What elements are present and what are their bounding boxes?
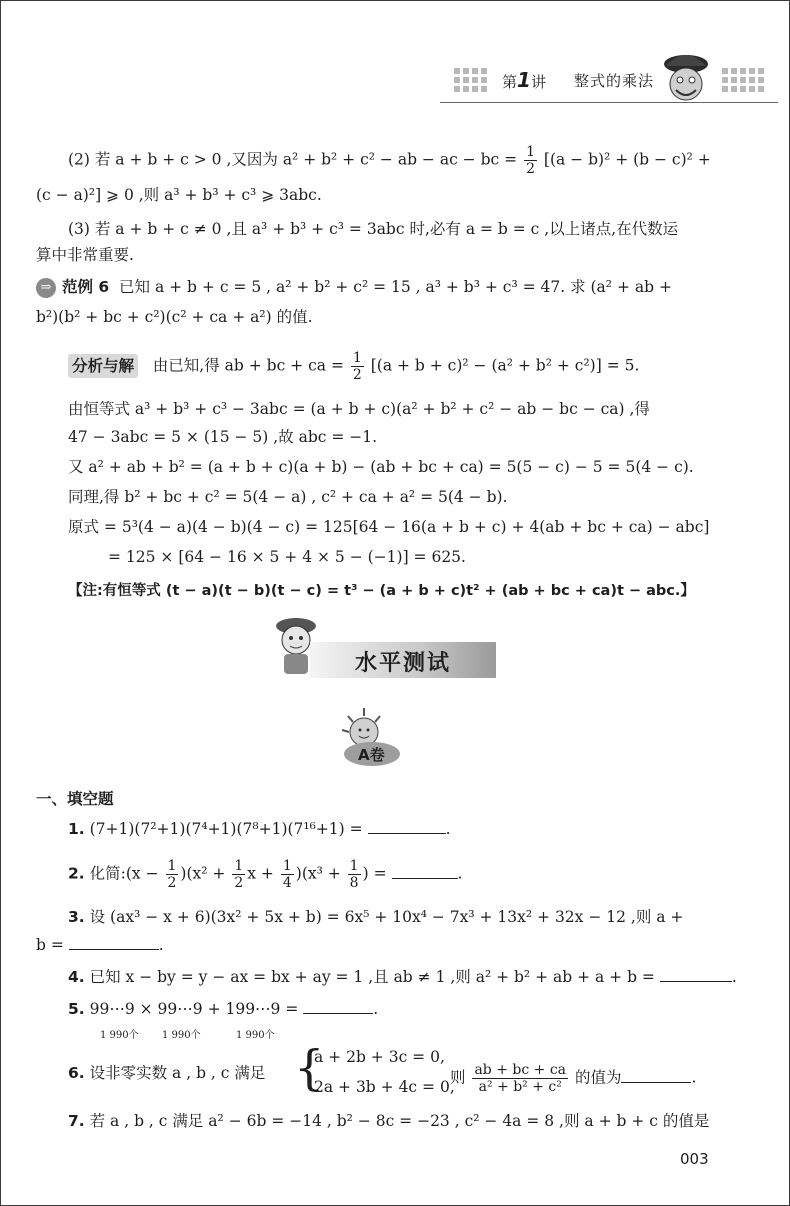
fraction: $\frac{1}{2}$ xyxy=(167,858,177,891)
header-pattern-left xyxy=(454,68,487,92)
lesson-number: 1 xyxy=(517,68,531,92)
page-number: 003 xyxy=(680,1150,709,1168)
header-rule xyxy=(440,102,778,103)
paper-label: A卷 xyxy=(358,746,385,764)
paragraph-2-cont: (c − a)²] ⩾ 0 ,则 a³ + b³ + c³ ⩾ 3abc. xyxy=(36,186,322,204)
question-number: 5. xyxy=(68,1000,85,1018)
fraction: $\frac{1}{8}$ xyxy=(349,858,359,891)
system-equation-2: 2a + 3b + 4c = 0, xyxy=(314,1078,455,1096)
solution-line-4: 又 a² + ab + b² = (a + b + c)(a + b) − (ab + bc + ca) = 5(5 − c) − 5 = 5(4 − c). xyxy=(68,458,694,476)
running-header xyxy=(440,60,780,100)
question-1: 1. (7+1)(7²+1)(7⁴+1)(7⁸+1)(7¹⁶+1) = . xyxy=(68,820,451,838)
answer-blank[interactable] xyxy=(392,864,458,879)
banner-title: 水平测试 xyxy=(354,651,451,676)
cartoon-hat-icon xyxy=(654,50,718,106)
system-brace: { xyxy=(294,1040,325,1096)
example-6-cont: b²)(b² + bc + c²)(c² + ca + a²) 的值. xyxy=(36,308,313,326)
question-5: 5. 99⋯9 × 99⋯9 + 199⋯9 = . xyxy=(68,1000,379,1018)
arrow-circle-icon: ⇒ xyxy=(36,278,56,298)
question-number: 4. xyxy=(68,968,85,986)
fraction: $\frac{1}{2}$ xyxy=(234,858,244,891)
answer-blank[interactable] xyxy=(69,935,159,950)
answer-blank[interactable] xyxy=(621,1068,691,1083)
answer-blank[interactable] xyxy=(303,999,373,1014)
question-number: 2. xyxy=(68,864,85,883)
question-number: 1. xyxy=(68,820,85,838)
question-4: 4. 已知 x − by = y − ax = bx + ay = 1 ,且 ab ≠ 1 ,则 a² + b² + ab + a + b = . xyxy=(68,968,737,986)
fraction-half-2: $\frac{1}{2}$ xyxy=(352,350,362,383)
solution-line-6: 原式 = 5³(4 − a)(4 − b)(4 − c) = 125[64 − 16(a + b + c) + 4(ab + bc + ca) − abc] xyxy=(68,518,710,536)
question-number: 7. xyxy=(68,1112,85,1130)
solution-tag: 分析与解 xyxy=(68,354,138,378)
answer-blank[interactable] xyxy=(660,967,732,982)
section-banner xyxy=(310,642,496,678)
solution-note: 【注:有恒等式 (t − a)(t − b)(t − c) = t³ − (a + b + c)t² + (ab + bc + ca)t − abc.】 xyxy=(68,583,695,599)
chapter-title: 整式的乘法 xyxy=(574,72,655,90)
fraction-half: $\frac{1}{2}$ xyxy=(526,144,535,177)
question-2: 2. 化简:(x − $\frac{1}{2}$ )(x² + $\frac{1}{2}$ x + $\frac{1}{4}$ )(x³ + $\frac{1}{8}$ ) = . xyxy=(68,858,463,891)
question-6-tail: 则 $\frac{ab + bc + ca}{\text{a² + b² + c²}}$ 的值为 . xyxy=(450,1062,697,1095)
question-6: 6. 设非零实数 a , b , c 满足 xyxy=(68,1064,266,1082)
question-number: 3. xyxy=(68,908,85,926)
solution-line-1: 分析与解 由已知,得 ab + bc + ca = $\frac{1}{2}$ [(a + b + c)² − (a² + b² + c²)] = 5. xyxy=(68,350,639,383)
question-7: 7. 若 a , b , c 满足 a² − 6b = −14 , b² − 8c = −23 , c² − 4a = 8 ,则 a + b + c 的值是 xyxy=(68,1112,710,1130)
paragraph-2: (2) 若 a + b + c > 0 ,又因为 a² + b² + c² − ab − ac − bc = $\frac{1}{2}$ [(a − b)² + (b − c)² + xyxy=(68,144,711,177)
solution-line-7: = 125 × [64 − 16 × 5 + 4 × 5 − (−1)] = 625. xyxy=(108,548,466,566)
example-6: ⇒ 范例 6 已知 a + b + c = 5 , a² + b² + c² = 15 , a³ + b³ + c³ = 47. 求 (a² + ab + xyxy=(36,276,672,298)
fraction: $\frac{ab + bc + ca}{\text{a² + b² + c²}}$ xyxy=(474,1062,567,1095)
solution-line-5: 同理,得 b² + bc + c² = 5(4 − a) , c² + ca + a² = 5(4 − b). xyxy=(68,488,508,506)
underbrace-label: 1 990个 xyxy=(162,1030,201,1041)
lesson-label: 第1讲 xyxy=(502,68,546,92)
section-heading: 一、填空题 xyxy=(36,790,114,808)
question-number: 6. xyxy=(68,1064,85,1082)
solution-line-3: 47 − 3abc = 5 × (15 − 5) ,故 abc = −1. xyxy=(68,428,378,446)
answer-blank[interactable] xyxy=(368,819,446,834)
question-3: 3. 设 (ax³ − x + 6)(3x² + 5x + b) = 6x⁵ + 10x⁴ − 7x³ + 13x² + 32x − 12 ,则 a + xyxy=(68,908,684,926)
paragraph-3: (3) 若 a + b + c ≠ 0 ,且 a³ + b³ + c³ = 3abc 时,必有 a = b = c ,以上诸点,在代数运 xyxy=(68,220,679,238)
fraction: $\frac{1}{4}$ xyxy=(282,858,292,891)
paragraph-3-cont: 算中非常重要. xyxy=(36,246,134,264)
system-equation-1: a + 2b + 3c = 0, xyxy=(314,1048,445,1066)
underbrace-label: 1 990个 xyxy=(100,1030,139,1041)
underbrace-label: 1 990个 xyxy=(236,1030,275,1041)
question-3-cont: b = . xyxy=(36,936,164,954)
example-label: 范例 6 xyxy=(62,278,110,296)
solution-line-2: 由恒等式 a³ + b³ + c³ − 3abc = (a + b + c)(a² + b² + c² − ab − bc − ca) ,得 xyxy=(68,400,650,418)
header-pattern-right xyxy=(722,68,764,92)
